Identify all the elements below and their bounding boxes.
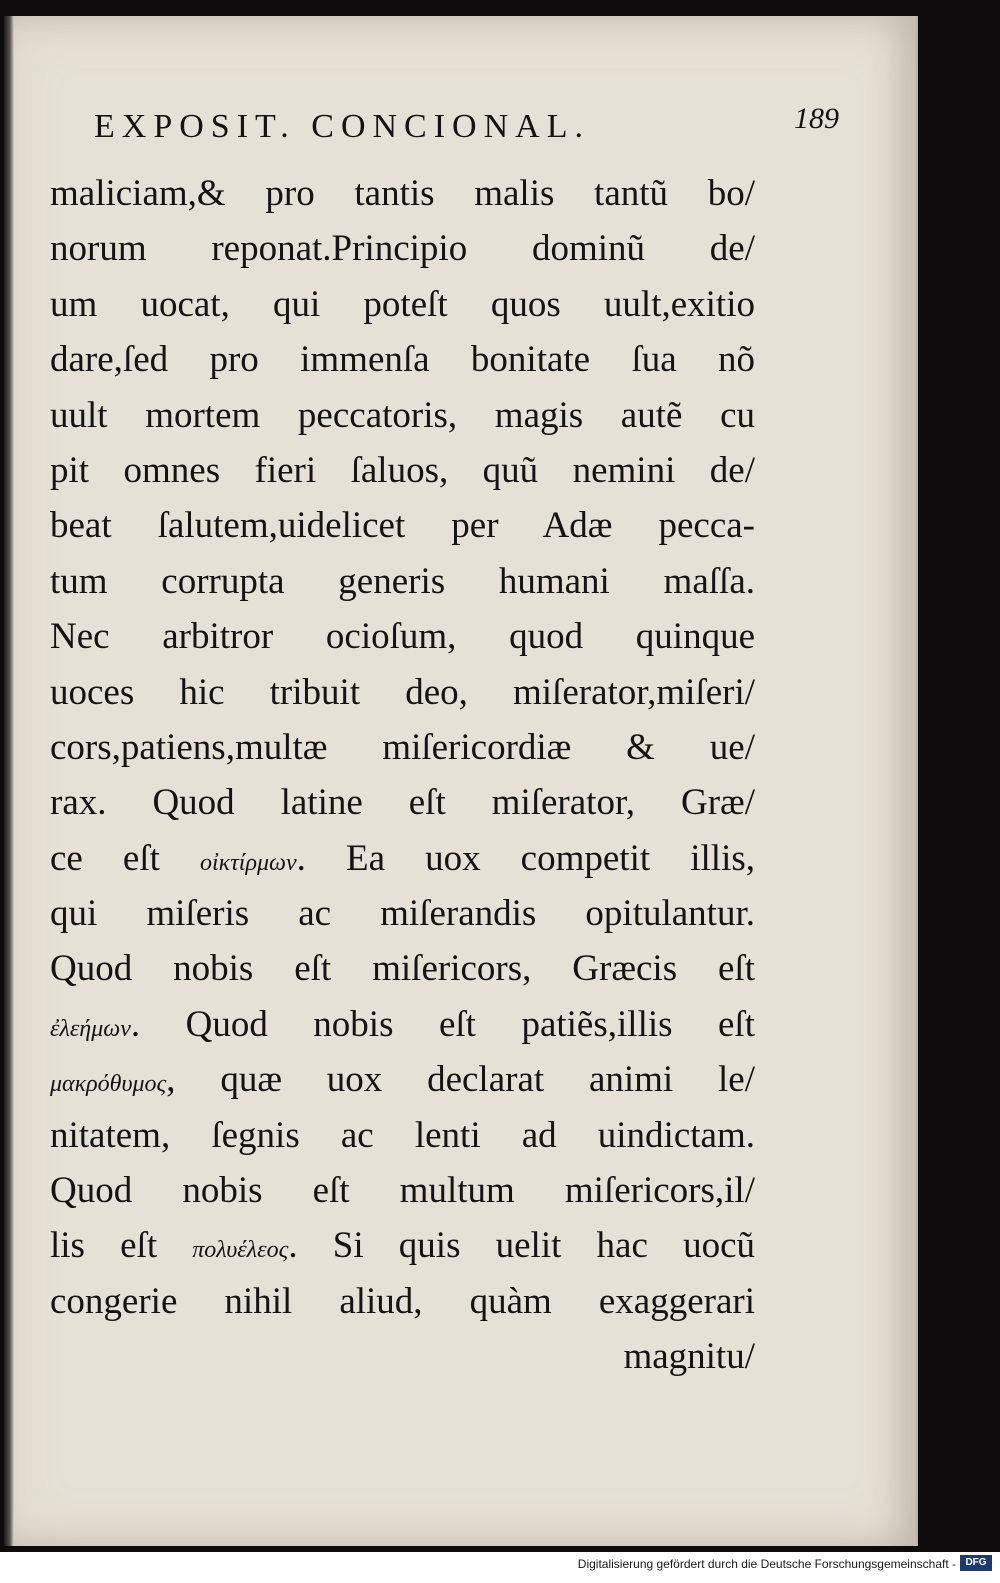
text-line-21: congerie nihil aliud, quàm exaggerari <box>50 1280 755 1322</box>
text-line-7: beat ſalutem,uidelicet per Adæ pecca- <box>50 505 755 547</box>
greek-word-polyeleos: πολυέλεος <box>192 1237 289 1264</box>
funding-credit: Digitalisierung gefördert durch die Deutsche Forschungsgemeinschaft - <box>577 1557 956 1571</box>
text-line-12: rax. Quod latine eſt miſerator, Græ/ <box>50 782 755 824</box>
line-20-pre: lis eſt <box>50 1225 193 1267</box>
line-16-post: . Quod nobis eſt patiẽs,illis eſt <box>130 1003 755 1045</box>
line-17-post: , quæ uox declarat animi le/ <box>166 1059 755 1101</box>
text-line-19: Quod nobis eſt multum miſericors,il/ <box>50 1170 755 1212</box>
text-line-9: Nec arbitror ocioſum, quod quinque <box>50 616 755 658</box>
text-line-13 <box>50 831 755 886</box>
text-line-2: norum reponat.Principio dominũ de/ <box>50 228 755 270</box>
greek-word-oiktirmon: οἰκτίρμων <box>200 849 297 876</box>
line-13-pre: ce eſt <box>50 837 201 879</box>
text-line-8: tum corrupta generis humani maſſa. <box>50 560 755 602</box>
text-line-14: qui miſeris ac miſerandis opitulantur. <box>50 893 755 935</box>
running-head: EXPOSIT. CONCIONAL. <box>94 108 590 145</box>
text-line-18: nitatem, ſegnis ac lenti ad uindictam. <box>50 1114 755 1156</box>
dfg-logo-icon: DFG <box>960 1555 992 1571</box>
book-page <box>4 16 918 1546</box>
text-line-4: dare,ſed pro immenſa bonitate ſua nõ <box>50 339 755 381</box>
page-header <box>94 102 839 158</box>
text-line-20 <box>50 1218 755 1273</box>
text-block <box>50 166 755 1385</box>
text-line-16 <box>50 997 755 1052</box>
text-line-3: um uocat, qui poteſt quos uult,exitio <box>50 283 755 325</box>
line-20-post: . Si quis uelit hac uocũ <box>288 1225 755 1267</box>
text-line-5: uult mortem peccatoris, magis autẽ cu <box>50 394 755 436</box>
text-line-15: Quod nobis eſt miſericors, Græcis eſt <box>50 948 755 990</box>
text-line-17 <box>50 1052 755 1107</box>
text-line-11: cors,patiens,multæ miſericordiæ & ue/ <box>50 726 755 768</box>
text-line-1: maliciam,& pro tantis malis tantũ bo/ <box>50 173 755 214</box>
greek-word-eleemon: ἐλεήμων <box>50 1015 131 1042</box>
greek-word-makrothymos: μακρόθυμος <box>50 1071 167 1098</box>
text-line-6: pit omnes fieri ſaluos, quũ nemini de/ <box>50 449 755 491</box>
text-line-10: uoces hic tribuit deo, miſerator,miſeri/ <box>50 671 755 713</box>
catchword: magnitu/ <box>623 1336 755 1378</box>
book-spine-shadow <box>4 16 14 1546</box>
folio-number: 189 <box>794 102 839 135</box>
line-13-post: . Ea uox competit illis, <box>296 837 755 879</box>
